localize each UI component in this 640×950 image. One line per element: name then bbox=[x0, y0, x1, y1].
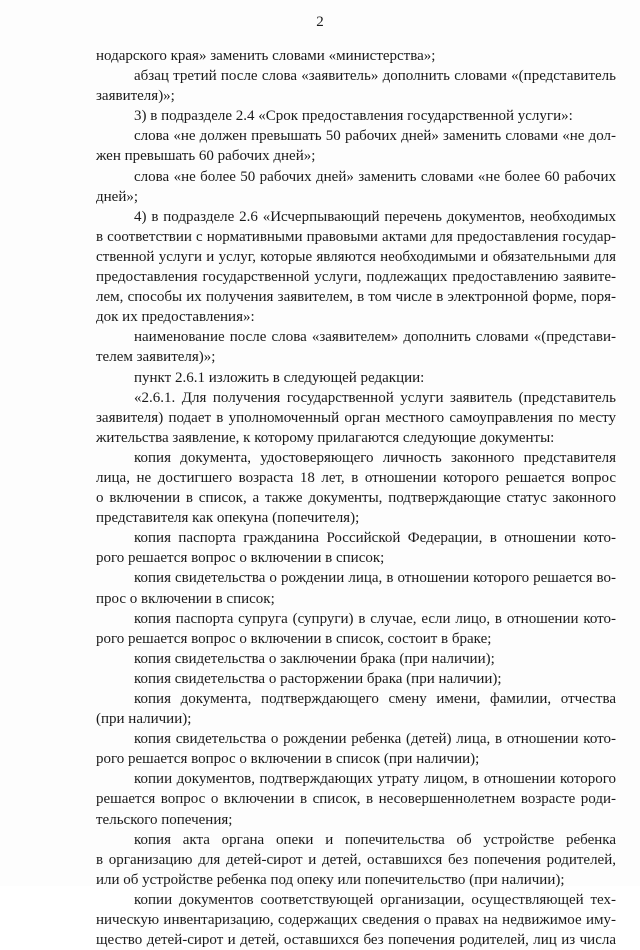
text-line: (при наличии); bbox=[96, 711, 192, 728]
text-line: «2.6.1. Для получения государственной услуги заявитель (представитель bbox=[134, 389, 616, 406]
text-line: решается вопрос о включении в список, в несовершеннолетнем возрасте роди- bbox=[96, 791, 616, 808]
text-line: 4) в подразделе 2.6 «Исчерпывающий перечень документов, необходимых bbox=[134, 208, 616, 225]
text-line: копии документов соответствующей организации, осуществляющей тех- bbox=[134, 891, 616, 908]
text-line: жительства заявление, к которому прилагаются следующие документы: bbox=[96, 429, 555, 446]
text-line: копия свидетельства о рождении ребенка (детей) лица, в отношении кото- bbox=[134, 731, 616, 748]
text-line: в организацию для детей-сирот и детей, оставшихся без попечения родителей, bbox=[96, 851, 616, 868]
text-line: 3) в подразделе 2.4 «Срок предоставления государственной услуги»: bbox=[134, 108, 573, 125]
text-line: копия акта органа опеки и попечительства об устройстве ребенка bbox=[134, 831, 616, 848]
text-line: копия свидетельства о рождении лица, в отношении которого решается во- bbox=[134, 570, 616, 587]
text-line: копия документа, подтверждающего смену имени, фамилии, отчества bbox=[134, 691, 616, 707]
text-line: предоставления государственной услуги, подлежащих предоставлению заявите- bbox=[96, 269, 616, 286]
text-line: наименование после слова «заявителем» дополнить словами «(представи- bbox=[134, 329, 616, 346]
text-line: заявителя) подает в уполномоченный орган местного самоуправления по месту bbox=[96, 409, 616, 426]
text-line: копия свидетельства о расторжении брака (при наличии); bbox=[134, 670, 502, 687]
text-line: копия документа, удостоверяющего личность законного представителя bbox=[134, 449, 616, 466]
text-line: или об устройстве ребенка под опеку или попечительство (при наличии); bbox=[96, 871, 565, 888]
text-line: пункт 2.6.1 изложить в следующей редакции: bbox=[134, 369, 425, 386]
text-line: дней»; bbox=[96, 188, 139, 205]
text-line: абзац третий после слова «заявитель» дополнить словами «(представитель bbox=[134, 68, 616, 85]
text-line: заявителя)»; bbox=[96, 88, 175, 105]
text-line: копия паспорта гражданина Российской Федерации, в отношении кото- bbox=[134, 530, 616, 547]
page-number: 2 bbox=[316, 14, 324, 30]
text-line: нодарского края» заменить словами «министерства»; bbox=[96, 48, 436, 64]
text-line: слова «не должен превышать 50 рабочих дней» заменить словами «не дол- bbox=[134, 128, 616, 145]
text-line: ническую инвентаризацию, содержащих сведения о правах на недвижимое иму- bbox=[96, 912, 616, 929]
text-line: о включении в список, а также документы, подтверждающие статус законного bbox=[96, 490, 616, 507]
document-body bbox=[96, 46, 616, 950]
text-line: рого решается вопрос о включении в список (при наличии); bbox=[96, 751, 480, 768]
text-line: копия паспорта супруга (супруги) в случае, если лицо, в отношении кото- bbox=[134, 610, 616, 627]
text-line: лица, не достигшего возраста 18 лет, в отношении которого решается вопрос bbox=[96, 469, 616, 486]
text-line: телем заявителя)»; bbox=[96, 349, 216, 366]
text-line: док их предоставления»: bbox=[96, 309, 255, 326]
text-line: жен превышать 60 рабочих дней»; bbox=[96, 148, 316, 165]
text-line: представителя как опекуна (попечителя); bbox=[96, 510, 360, 527]
text-line: тельского попечения; bbox=[96, 811, 233, 828]
text-line: слова «не более 50 рабочих дней» заменить словами «не более 60 рабочих bbox=[134, 168, 616, 185]
text-line: рого решается вопрос о включении в список, состоит в браке; bbox=[96, 630, 492, 647]
text-line: ственной услуги и услуг, которые являются необходимыми и обязательными для bbox=[96, 248, 616, 265]
text-line: прос о включении в список; bbox=[96, 590, 275, 607]
text-line: копия свидетельства о заключении брака (при наличии); bbox=[134, 650, 495, 667]
text-line: копии документов, подтверждающих утрату лицом, в отношении которого bbox=[134, 771, 616, 788]
text-line: щество детей-сирот и детей, оставшихся без попечения родителей, лиц из числа bbox=[96, 932, 616, 949]
text-line: рого решается вопрос о включении в список; bbox=[96, 550, 385, 567]
text-line: лем, способы их получения заявителем, в том числе в электронной форме, поря- bbox=[96, 289, 616, 306]
text-line: в соответствии с нормативными правовыми актами для предоставления государ- bbox=[96, 228, 616, 245]
